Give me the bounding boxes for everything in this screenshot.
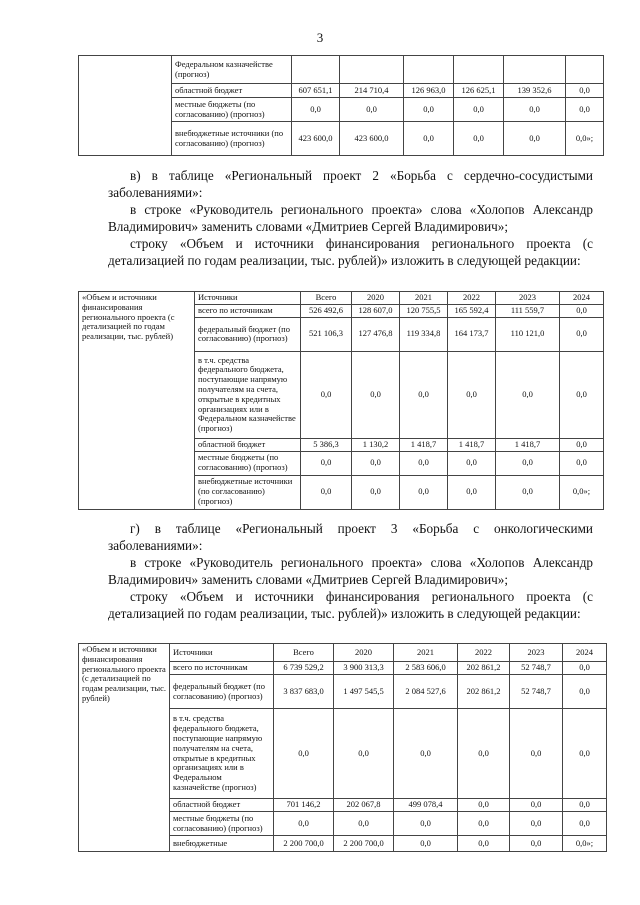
table-row: [79, 56, 604, 84]
cell: 0,0: [394, 812, 458, 836]
cell: 0,0: [566, 98, 604, 122]
cell: 0,0: [292, 98, 340, 122]
table-top-continuation: [78, 55, 604, 156]
cell: 0,0: [301, 351, 352, 438]
cell: 110 121,0: [496, 317, 560, 351]
cell: 0,0: [400, 451, 448, 475]
header-cell: 2021: [400, 292, 448, 305]
cell: 1 497 545,5: [334, 675, 394, 709]
cell: 0,0: [448, 475, 496, 509]
cell: 0,0: [566, 84, 604, 98]
cell: 3 900 313,3: [334, 662, 394, 675]
cell: 126 625,1: [454, 84, 504, 98]
header-cell: 2023: [510, 644, 563, 662]
cell: 0,0: [496, 475, 560, 509]
row-label: внебюджетные источники (по согласованию) (прогноз): [172, 122, 292, 156]
cell: 1 418,7: [496, 438, 560, 451]
cell: 0,0: [400, 351, 448, 438]
cell: 0,0»;: [563, 836, 607, 852]
cell: 0,0: [334, 812, 394, 836]
cell: 0,0: [496, 451, 560, 475]
empty-rowhead-cell: [79, 56, 172, 156]
cell: 0,0: [448, 451, 496, 475]
cell: 0,0: [458, 709, 510, 799]
cell: 2 200 700,0: [334, 836, 394, 852]
row-label: Федеральном казначействе (прогноз): [172, 56, 292, 84]
row-label: федеральный бюджет (по согласованию) (прогноз): [170, 675, 274, 709]
header-cell: 2022: [448, 292, 496, 305]
cell: 214 710,4: [340, 84, 404, 98]
cell: 0,0: [404, 122, 454, 156]
cell: 0,0: [352, 475, 400, 509]
cell: 202 067,8: [334, 799, 394, 812]
cell: 0,0: [560, 451, 604, 475]
cell: 0,0: [504, 98, 566, 122]
header-cell: 2022: [458, 644, 510, 662]
header-cell: Всего: [301, 292, 352, 305]
cell: 128 607,0: [352, 305, 400, 318]
cell: 52 748,7: [510, 675, 563, 709]
cell: 0,0: [352, 451, 400, 475]
header-cell: 2024: [560, 292, 604, 305]
cell: 0,0: [274, 709, 334, 799]
cell: 0,0: [340, 98, 404, 122]
cell: 0,0: [560, 317, 604, 351]
cell: 0,0: [560, 305, 604, 318]
cell: 0,0: [394, 709, 458, 799]
cell: 0,0: [274, 812, 334, 836]
cell: 119 334,8: [400, 317, 448, 351]
cell: 0,0: [458, 836, 510, 852]
page-number: 3: [316, 30, 324, 45]
paragraph-v-2: в строке «Руководитель регионального проекта» слова «Холопов Александр Владимирович» заменить словами «Дмитриев Сергей Владимирович»;: [108, 202, 593, 234]
cell: 0,0: [458, 799, 510, 812]
cell: 0,0: [458, 812, 510, 836]
cell: [404, 56, 454, 84]
cell: 0,0»;: [566, 122, 604, 156]
cell: 0,0: [510, 812, 563, 836]
cell: 164 173,7: [448, 317, 496, 351]
cell: 1 418,7: [448, 438, 496, 451]
row-label: областной бюджет: [172, 84, 292, 98]
cell: 0,0: [448, 351, 496, 438]
row-label: в т.ч. средства федерального бюджета, поступающие напрямую получателям на счета, открытые в кредитных организациях или в Федеральном казначействе (прогноз): [195, 351, 301, 438]
cell: 0,0: [352, 351, 400, 438]
cell: 0,0: [301, 475, 352, 509]
cell: 0,0: [560, 351, 604, 438]
cell: 0,0: [454, 98, 504, 122]
cell: 0,0»;: [560, 475, 604, 509]
cell: 0,0: [563, 709, 607, 799]
table-header-row: [79, 644, 607, 662]
cell: 526 492,6: [301, 305, 352, 318]
header-cell: Источники: [170, 644, 274, 662]
row-head-cell: «Объем и источники финансирования регионального проекта (с детализацией по годам реализации, тыс. рублей): [79, 644, 170, 852]
row-label: областной бюджет: [170, 799, 274, 812]
cell: 126 963,0: [404, 84, 454, 98]
cell: 0,0: [510, 709, 563, 799]
cell: 202 861,2: [458, 675, 510, 709]
paragraph-g-1: г) в таблице «Региональный проект 3 «Борьба с онкологическими заболеваниями»:: [108, 521, 593, 553]
cell: 0,0: [400, 475, 448, 509]
cell: [566, 56, 604, 84]
cell: 0,0: [504, 122, 566, 156]
header-cell: Источники: [195, 292, 301, 305]
header-cell: 2023: [496, 292, 560, 305]
header-cell: 2020: [352, 292, 400, 305]
paragraph-v-3: строку «Объем и источники финансирования регионального проекта (с детализацией по годам реализации, тыс. рублей)» изложить в следующей редакции:: [108, 236, 593, 268]
cell: 165 592,4: [448, 305, 496, 318]
row-label: всего по источникам: [195, 305, 301, 318]
table-header-row: [79, 292, 604, 305]
paragraph-g-2: в строке «Руководитель регионального проекта» слова «Холопов Александр Владимирович» заменить словами «Дмитриев Сергей Владимирович»;: [108, 555, 593, 587]
cell: 701 146,2: [274, 799, 334, 812]
cell: 1 130,2: [352, 438, 400, 451]
cell: [340, 56, 404, 84]
row-label: внебюджетные источники (по согласованию) (прогноз): [195, 475, 301, 509]
cell: 5 386,3: [301, 438, 352, 451]
cell: 0,0: [404, 98, 454, 122]
cell: 0,0: [454, 122, 504, 156]
cell: 3 837 683,0: [274, 675, 334, 709]
cell: [454, 56, 504, 84]
cell: 0,0: [496, 351, 560, 438]
header-cell: 2020: [334, 644, 394, 662]
header-cell: 2021: [394, 644, 458, 662]
cell: 0,0: [301, 451, 352, 475]
table-project-2: [78, 291, 604, 510]
cell: 0,0: [560, 438, 604, 451]
row-label: федеральный бюджет (по согласованию) (прогноз): [195, 317, 301, 351]
cell: 111 559,7: [496, 305, 560, 318]
cell: 521 106,3: [301, 317, 352, 351]
cell: 0,0: [563, 812, 607, 836]
cell: 120 755,5: [400, 305, 448, 318]
cell: 0,0: [563, 662, 607, 675]
row-label: местные бюджеты (по согласованию) (прогноз): [195, 451, 301, 475]
row-label: областной бюджет: [195, 438, 301, 451]
cell: [504, 56, 566, 84]
header-cell: Всего: [274, 644, 334, 662]
row-label: в т.ч. средства федерального бюджета, поступающие напрямую получателям на счета, открытые в кредитных организациях или в Федеральном казначействе (прогноз): [170, 709, 274, 799]
cell: [292, 56, 340, 84]
table-project-3: [78, 643, 607, 852]
row-label: внебюджетные: [170, 836, 274, 852]
cell: 0,0: [510, 836, 563, 852]
header-cell: 2024: [563, 644, 607, 662]
cell: 607 651,1: [292, 84, 340, 98]
cell: 0,0: [563, 675, 607, 709]
cell: 202 861,2: [458, 662, 510, 675]
cell: 2 084 527,6: [394, 675, 458, 709]
cell: 423 600,0: [340, 122, 404, 156]
paragraph-v-1: в) в таблице «Региональный проект 2 «Борьба с сердечно-сосудистыми заболеваниями»:: [108, 168, 593, 200]
cell: 2 583 606,0: [394, 662, 458, 675]
cell: 0,0: [394, 836, 458, 852]
row-label: местные бюджеты (по согласованию) (прогноз): [172, 98, 292, 122]
cell: 0,0: [510, 799, 563, 812]
cell: 0,0: [334, 709, 394, 799]
cell: 499 078,4: [394, 799, 458, 812]
cell: 127 476,8: [352, 317, 400, 351]
cell: 423 600,0: [292, 122, 340, 156]
row-label: всего по источникам: [170, 662, 274, 675]
cell: 139 352,6: [504, 84, 566, 98]
row-label: местные бюджеты (по согласованию) (прогноз): [170, 812, 274, 836]
cell: 1 418,7: [400, 438, 448, 451]
cell: 0,0: [563, 799, 607, 812]
cell: 2 200 700,0: [274, 836, 334, 852]
cell: 6 739 529,2: [274, 662, 334, 675]
cell: 52 748,7: [510, 662, 563, 675]
row-head-cell: «Объем и источники финансирования регионального проекта (с детализацией по годам реализации, тыс. рублей): [79, 292, 195, 510]
paragraph-g-3: строку «Объем и источники финансирования регионального проекта (с детализацией по годам реализации, тыс. рублей)» изложить в следующей редакции:: [108, 589, 593, 621]
